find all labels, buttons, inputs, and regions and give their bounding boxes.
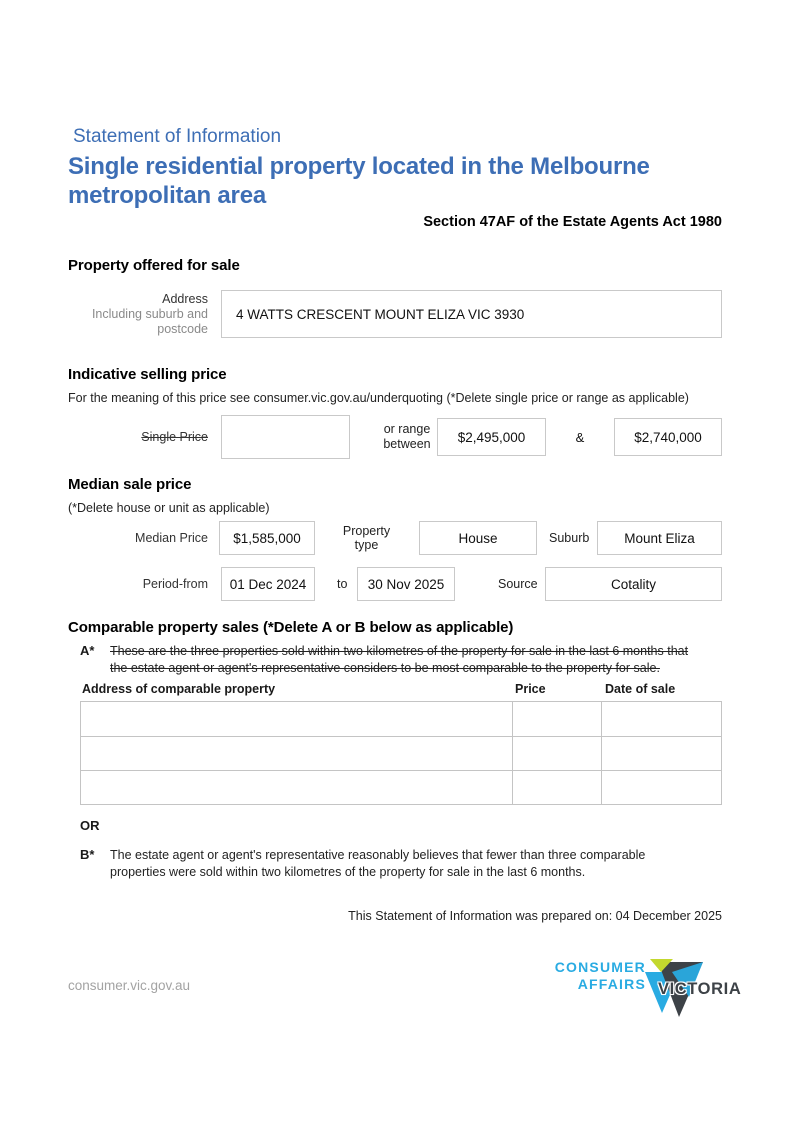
suburb-label: Suburb [549, 531, 590, 545]
ampersand-label: & [575, 429, 585, 445]
option-a-label: A* [80, 643, 95, 658]
source-label: Source [498, 577, 538, 591]
heading-comparable-sales: Comparable property sales (*Delete A or B below as applicable) [68, 619, 514, 636]
or-label: OR [80, 818, 100, 833]
property-type-field: House [419, 521, 537, 555]
address-label-block [68, 292, 208, 337]
single-price-label: Single Price [141, 429, 208, 444]
table-row [81, 702, 721, 736]
logo-victoria-text: VICTORIA [658, 980, 742, 998]
act-section-reference: Section 47AF of the Estate Agents Act 1980 [423, 214, 722, 230]
option-b-row [80, 847, 722, 880]
period-from-field: 01 Dec 2024 [221, 567, 315, 601]
single-price-field [221, 415, 350, 459]
logo-consumer-text: CONSUMER [554, 959, 646, 975]
property-type-label: Property type [342, 524, 391, 552]
footer-url: consumer.vic.gov.au [68, 978, 191, 993]
median-price-note: (*Delete house or unit as applicable) [68, 501, 270, 515]
heading-property-offered: Property offered for sale [68, 257, 240, 274]
page-footer [68, 959, 742, 1019]
table-cell [512, 737, 602, 770]
table-body [80, 701, 722, 805]
period-from-label: Period-from [142, 576, 208, 591]
table-cell [601, 771, 721, 804]
median-price-field: $1,585,000 [219, 521, 315, 555]
table-cell [81, 702, 512, 736]
table-header-row [80, 682, 722, 701]
heading-indicative-price: Indicative selling price [68, 366, 227, 383]
heading-median-price: Median sale price [68, 476, 192, 493]
consumer-affairs-victoria-logo [553, 959, 742, 1019]
address-label: Address [162, 291, 208, 306]
table-row [81, 736, 721, 770]
address-sublabel: Including suburb and postcode [91, 306, 208, 336]
table-cell [81, 771, 512, 804]
column-header-price: Price [515, 682, 546, 696]
table-cell [81, 737, 512, 770]
range-to-field: $2,740,000 [614, 418, 722, 456]
option-b-text: The estate agent or agent's representative reasonably believes that fewer than three comparable properties were sold within two kilometres of the property for sale in the last 6 months. [110, 848, 646, 879]
median-price-label: Median Price [135, 530, 208, 545]
table-cell [601, 737, 721, 770]
range-between-label: or range between [383, 422, 431, 451]
column-header-date: Date of sale [605, 682, 676, 696]
range-from-field: $2,495,000 [437, 418, 546, 456]
option-a-row [80, 643, 722, 676]
to-label: to [337, 577, 348, 591]
prepared-on-statement: This Statement of Information was prepared on: 04 December 2025 [348, 909, 722, 923]
comparable-sales-table [80, 682, 722, 805]
table-cell [601, 702, 721, 736]
period-to-field: 30 Nov 2025 [357, 567, 455, 601]
indicative-price-row [68, 415, 722, 459]
suburb-field: Mount Eliza [597, 521, 722, 555]
column-header-address: Address of comparable property [82, 682, 276, 696]
document-kicker: Statement of Information [73, 126, 282, 147]
indicative-price-note: For the meaning of this price see consumer.vic.gov.au/underquoting (*Delete single price or range as applicable) [68, 391, 689, 405]
option-b-label: B* [80, 847, 95, 862]
median-period-row [68, 567, 722, 601]
median-price-row [68, 521, 722, 555]
address-field: 4 WATTS CRESCENT MOUNT ELIZA VIC 3930 [221, 290, 722, 338]
table-cell [512, 771, 602, 804]
address-row [68, 290, 722, 338]
table-row [81, 770, 721, 804]
table-cell [512, 702, 602, 736]
logo-affairs-text: AFFAIRS [577, 976, 646, 992]
source-field: Cotality [545, 567, 722, 601]
single-price-label-block [68, 430, 208, 445]
option-a-text: These are the three properties sold within two kilometres of the property for sale in the last 6 months that the estate agent or agent's representative considers to be most comparable to the property for sale. [110, 644, 689, 675]
page-title: Single residential property located in the Melbourne metropolitan area [68, 153, 650, 209]
